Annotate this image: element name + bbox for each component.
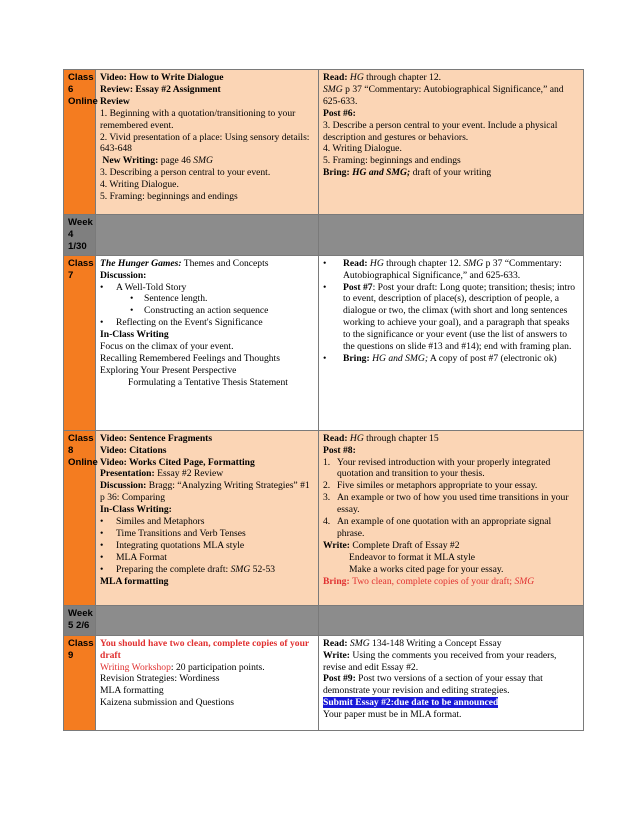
bring-text: A copy of post #7 (electronic ok) [428,352,557,364]
class-6-row [64,70,584,215]
mla-requirement: Your paper must be in MLA format. [323,709,462,721]
post-item-3: 3. Describe a person central to your event. Include a physical description and gestures or behaviors. [323,119,558,143]
bring-text: Two clean, complete copies of your draft; [352,575,515,587]
bullet-text: Similes and Metaphors [116,516,205,528]
bring-label: Bring: [343,352,373,364]
title-line [100,258,314,270]
class-7-label: Class 7 [64,255,96,430]
class-7-topics [96,255,319,430]
class-7-assignments [319,255,584,430]
post-item-4: 4. Writing Dialogue. [323,143,402,155]
week-5-row [64,605,584,635]
hg-ref: HG [369,257,384,269]
new-writing-label: New Writing: [102,155,161,167]
book-title: The Hunger Games: [100,257,182,269]
kaizena-submission: Kaizena submission and Questions [100,697,235,709]
write-line [323,650,579,674]
bullet-icon: • [100,281,104,293]
class-9-label: Class 9 [64,635,96,730]
write-text: Complete Draft of Essay #2 [352,539,460,551]
draft-reminder: You should have two clean, complete copies of your draft [100,637,310,661]
class-6-assignments [319,70,584,215]
week-5-right [319,605,584,635]
workshop-text: : 20 participation points. [170,661,265,673]
bullet-icon: • [323,257,327,269]
sub-bullet-sentence [100,293,314,305]
smg-ref: SMG [514,575,535,587]
read-text: through chapter 12. [363,72,442,83]
mla-formatting: MLA formatting [100,575,169,587]
bring-content [343,353,557,365]
bullet-well-told [100,282,314,294]
week-4-mid [96,215,319,256]
post-7-label: Post #7 [343,281,373,293]
write-label: Write: [323,649,353,661]
class-9-assignments [319,635,584,730]
class-8-row [64,430,584,605]
smg-line [323,84,579,108]
hg-ref: HG [349,432,364,444]
smg-ref: SMG [463,257,484,269]
hg-ref: HG [349,72,364,83]
read-line [323,638,579,650]
post-8-label: Post #8: [323,444,356,456]
week-5-mid [96,605,319,635]
bullet-icon: • [323,352,327,364]
bullet-icon: • [100,527,104,539]
revision-strategies: Revision Strategies: Wordiness [100,673,220,685]
presentation-label: Presentation: [100,468,155,480]
bullet-text: MLA Format [116,551,167,563]
bring-books: HG and SMG; [372,352,429,364]
topic-item-1: 1. Beginning with a quotation/transitioning to your remembered event. [100,107,296,131]
bullet-icon: • [100,551,104,563]
smg-ref: SMG [323,83,343,95]
topic-item-5: 5. Framing: beginnings and endings [100,191,238,203]
bullet-quotations [100,540,314,552]
workshop-label: Writing Workshop [100,661,171,673]
draft-text: Preparing the complete draft: [116,563,231,575]
workshop-line [100,662,314,674]
class-9-topics [96,635,319,730]
in-class-heading: In-Class Writing [100,329,169,341]
item-text: An example or two of how you used time transitions in your essay. [337,492,569,516]
post-item-3 [323,492,579,516]
bullet-reflecting [100,317,314,329]
topic-item-3: 3. Describing a person central to your event. [100,167,271,179]
bullet-text [116,564,275,576]
topic-item-4: 4. Writing Dialogue. [100,179,179,191]
in-class-line-2: Recalling Remembered Feelings and Thoughts [100,352,280,364]
class-8-label: Class 8 Online [64,430,96,605]
sub-bullet-action [100,305,314,317]
post-item-1 [323,457,579,481]
smg-text: p 37 “Commentary: Autobiographical Significance,” and 625-633. [323,83,564,107]
item-text: An example of one quotation with an appropriate signal phrase. [337,516,552,539]
smg-ref: SMG [193,155,213,167]
submit-line [323,697,579,709]
post-9-label: Post #9: [323,673,359,685]
submit-essay-highlight: Submit Essay #2:due date to be announced [323,697,499,709]
discussion-heading: Discussion: [100,269,147,281]
class-6-label: Class 6 Online [64,70,96,215]
post-9-line [323,673,579,697]
review-heading: Review [100,95,130,107]
post-6-label: Post #6: [323,107,356,119]
item-text: Five similes or metaphors appropriate to your essay. [337,480,538,492]
discussion-text: Bragg: “Analyzing Writing Strategies” #1 p 36: Comparing [100,480,310,504]
video-dialogue: Video: How to Write Dialogue [100,72,224,83]
review-essay2: Review: Essay #2 Assignment [100,83,221,95]
week-4-label: Week 4 1/30 [64,215,96,256]
week-4-right [319,215,584,256]
bring-line [323,576,579,588]
post-9-text: Post two versions of a section of your essay that demonstrate your revision and editing strategies. [323,673,543,697]
topic-item-2: 2. Vivid presentation of a place: Using sensory details: 643-648 [100,131,310,155]
bullet-icon: • [100,516,104,528]
in-class-line-4: Formulating a Tentative Thesis Statement [128,376,288,388]
bullet-icon: • [130,305,134,317]
bullet-icon: • [323,281,327,293]
write-label: Write: [323,539,353,551]
read-line [323,433,579,445]
class-6-topics [96,70,319,215]
presentation-line [100,468,314,480]
smg-ref: SMG [349,637,370,649]
read-label: Read: [323,432,350,444]
bullet-icon: • [100,539,104,551]
write-line [323,540,579,552]
mla-formatting: MLA formatting [100,685,164,697]
post-item-4 [323,516,579,540]
read-text: through chapter 12. [383,257,464,269]
discussion-line [100,480,314,504]
read-label: Read: [323,637,350,649]
new-writing-line [100,155,314,167]
post-content [343,282,579,353]
week-4-row [64,215,584,256]
write-text: Using the comments you received from your readers, revise and edit Essay #2. [323,649,557,673]
bullet-similes [100,516,314,528]
bullet-time [100,528,314,540]
bullet-icon: • [100,317,104,329]
read-bullet [323,258,579,282]
class-7-row [64,255,584,430]
bullet-icon: • [100,563,104,575]
bullet-text: Time Transitions and Verb Tenses [116,527,246,539]
new-writing-page: page 46 [160,155,194,167]
bullet-text: Integrating quotations MLA style [116,539,245,551]
in-class-line-1: Focus on the climax of your event. [100,341,234,353]
bring-books: HG and SMG; [352,167,411,179]
smg-ref: SMG [230,563,251,575]
post-item-2 [323,480,579,492]
bullet-icon: • [130,293,134,305]
read-text-2: p 37 “Commentary: Autobiographical Significance,” and 625-633. [343,257,562,281]
bullet-draft [100,564,314,576]
bring-line [323,167,579,179]
bring-label: Bring: [323,167,353,179]
in-class-heading: In-Class Writing: [100,504,172,516]
write-detail-2: Make a works cited page for your essay. [349,563,504,575]
bullet-mla [100,552,314,564]
bullet-text: Constructing an action sequence [144,305,269,317]
schedule-table [63,69,584,731]
post-7-bullet [323,282,579,353]
bring-text: draft of your writing [410,167,492,179]
item-number: 3. [323,492,331,504]
bullet-text: A Well-Told Story [116,281,187,293]
week-5-label: Week 5 2/6 [64,605,96,635]
read-label: Read: [323,72,350,83]
read-line [323,72,579,84]
post-7-text: : Post your draft: Long quote; transition; thesis; intro to event, description of place(s), description of people, a dialogue or two, the climax (with short and long sentences working to achieve your goal), and a paragraph that speaks to the significance or your event (use the list of answers to the questions on slide #13 and #14); end with framing plan. [343,281,576,353]
video-citations: Video: Citations [100,444,167,456]
class-8-assignments [319,430,584,605]
read-label: Read: [343,257,370,269]
item-number: 2. [323,480,331,492]
bring-label: Bring: [323,575,353,587]
discussion-label: Discussion: [100,480,147,492]
bullet-text: Reflecting on the Event's Significance [116,317,263,329]
video-works-cited: Video: Works Cited Page, Formatting [100,456,255,468]
item-text: Your revised introduction with your properly integrated quotation and transition to your thesis. [337,456,551,480]
presentation-text: Essay #2 Review [154,468,224,480]
class-9-row [64,635,584,730]
read-content [343,258,579,282]
bring-bullet [323,353,579,365]
draft-pages: 52-53 [250,563,276,575]
post-item-5: 5. Framing: beginnings and endings [323,155,461,167]
title-text: Themes and Concepts [181,257,269,269]
item-number: 4. [323,516,331,528]
bullet-text: Sentence length. [144,293,208,305]
video-fragments: Video: Sentence Fragments [100,432,213,444]
read-text: 134-148 Writing a Concept Essay [369,637,502,649]
in-class-line-3: Exploring Your Present Perspective [100,364,237,376]
write-detail-1: Endeavor to format it MLA style [349,551,476,563]
read-text: through chapter 15 [363,432,439,444]
class-8-topics [96,430,319,605]
item-number: 1. [323,456,331,468]
